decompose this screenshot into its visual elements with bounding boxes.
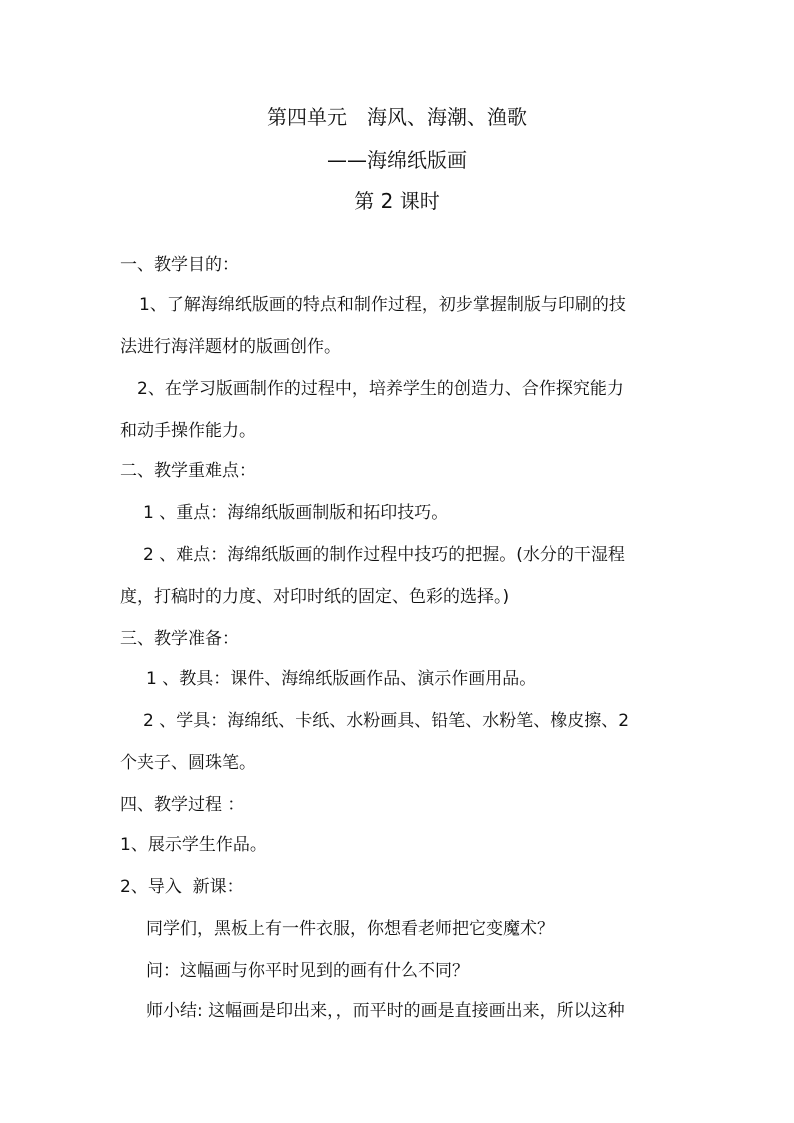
body-line: 个夹子、圆珠笔。 — [120, 753, 256, 773]
body-line: 1、展示学生作品。 — [120, 835, 267, 855]
body-line: 问：这幅画与你平时见到的画有什么不同？ — [146, 961, 469, 981]
body-line: 法进行海洋题材的版画创作。 — [120, 337, 341, 357]
lesson-subtitle: ——海绵纸版画 — [327, 148, 467, 172]
body-line: 度，打稿时的力度、对印时纸的固定、色彩的选择。) — [120, 587, 510, 607]
body-line: 同学们，黑板上有一件衣服，你想看老师把它变魔术？ — [146, 919, 554, 939]
body-line: 1 、教具：课件、海绵纸版画作品、演示作画用品。 — [146, 669, 537, 689]
body-line: 和动手操作能力。 — [120, 421, 256, 441]
lesson-period: 第 2 课时 — [354, 189, 440, 213]
body-line: 2、导入 新课： — [120, 877, 244, 897]
section-heading-key-points: 二、教学重难点： — [120, 461, 256, 481]
section-heading-process: 四、教学过程 ： — [120, 795, 245, 815]
section-heading-preparation: 三、教学准备： — [120, 629, 239, 649]
body-line: 2 、难点：海绵纸版画的制作过程中技巧的把握。(水分的干湿程 — [143, 545, 625, 565]
body-line: 师小结: 这幅画是印出来，，而平时的画是直接画出来，所以这种 — [146, 1001, 625, 1021]
body-line: 1 、重点：海绵纸版画制版和拓印技巧。 — [143, 503, 449, 523]
body-line: 2 、学具：海绵纸、卡纸、水粉画具、铅笔、水粉笔、橡皮擦、2 — [143, 711, 630, 731]
section-heading-objectives: 一、教学目的： — [120, 255, 239, 275]
body-line: 2、在学习版画制作的过程中，培养学生的创造力、合作探究能力 — [137, 379, 624, 399]
body-line: 1、了解海绵纸版画的特点和制作过程，初步掌握制版与印刷的技 — [139, 295, 626, 315]
unit-title: 第四单元 海风、海潮、渔歌 — [267, 105, 527, 129]
